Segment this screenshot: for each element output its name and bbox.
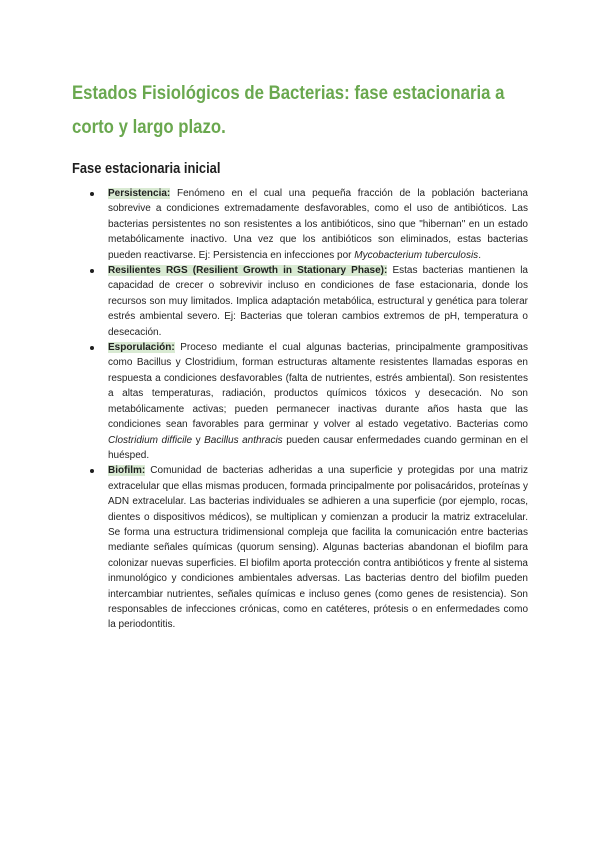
species-name: Clostridium difficile (108, 434, 193, 446)
item-text-end: pueden causar enfermedades cuando germinan en el huésped. (108, 434, 529, 461)
list-item-resilientes (108, 263, 528, 340)
bullet-icon (90, 469, 94, 473)
term-label: Biofilm: (108, 465, 146, 477)
item-text: Proceso mediante el cual algunas bacterias, principalmente grampositivas como Bacillus y Clostridium, forman estructuras altamente resistentes llamadas esporas en respuesta a condiciones desfavorables (falta de nutrientes, estrés ambiental). Son resistentes a altas temperaturas, radiación, productos químicos tóxicos y desecación. No son metabólicamente activas; pueden permanecer inactivas durante años hasta que las condiciones sean favorables para germinar y volver al estado vegetativo. Bacterias como (108, 342, 528, 431)
term-label: Esporulación: (108, 342, 175, 354)
page-title: Estados Fisiológicos de Bacterias: fase estacionaria a corto y largo plazo. (72, 82, 505, 138)
bullet-icon (90, 192, 94, 196)
item-text: Comunidad de bacterias adheridas a una superficie y protegidas por una matriz extracelular que ellas mismas producen, formada principalmente por polisacáridos, proteínas y ADN extracelular. Las bacterias individuales se adhieren a una superficie (por ejemplo, rocas, dientes o dispositivos médicos), se multiplican y comienzan a producir la matriz extracelular. Se forma una estructura tridimensional compleja que facilita la comunicación entre bacterias mediante señales químicas (quorum sensing). Algunas bacterias abandonan el biofilm para colonizar nuevas superficies. El biofilm aporta protección contra antibióticos y frente al sistema inmunológico y condiciones ambientales adversas. Las bacterias dentro del biofilm pueden intercambiar nutrientes, señales químicas e incluso genes (como genes de resistencia). Son responsables de infecciones crónicas, como en catéteres, prótesis o en enfermedades como la periodontitis. (108, 465, 528, 631)
species-name: Bacillus anthracis (204, 434, 283, 446)
list-item-biofilm (108, 463, 528, 632)
item-text-end: . (478, 249, 481, 261)
bullet-list (72, 186, 528, 633)
bullet-icon (90, 269, 94, 273)
list-item-esporulacion (108, 340, 528, 463)
item-text: Estas bacterias mantienen la capacidad de crecer o sobrevivir incluso en condiciones de fase estacionaria, donde los recursos son muy limitados. Implica adaptación metabólica, estructural y genética para tolerar estrés ambiental severo. Ej: Bacterias que toleran cambios extremos de pH, temperatura o desecación. (108, 265, 528, 338)
section-heading: Fase estacionaria inicial (72, 160, 221, 177)
item-text-mid: y (192, 434, 205, 446)
list-item-persistencia (108, 186, 528, 263)
species-name: Mycobacterium tuberculosis (354, 249, 479, 261)
term-label: Resilientes RGS (Resilient Growth in Stationary Phase): (108, 265, 388, 277)
term-label: Persistencia: (108, 188, 171, 199)
bullet-icon (90, 346, 94, 350)
item-text: Fenómeno en el cual una pequeña fracción de la población bacteriana sobrevive a condiciones extremadamente desfavorables, como el uso de antibióticos. Las bacterias persistentes no son resistentes a los antibióticos, sino que "hibernan" en un estado metabólicamente inactivo. Una vez que los antibióticos son eliminados, estas bacterias pueden reactivarse. Ej: Persistencia en infecciones por (108, 188, 528, 261)
